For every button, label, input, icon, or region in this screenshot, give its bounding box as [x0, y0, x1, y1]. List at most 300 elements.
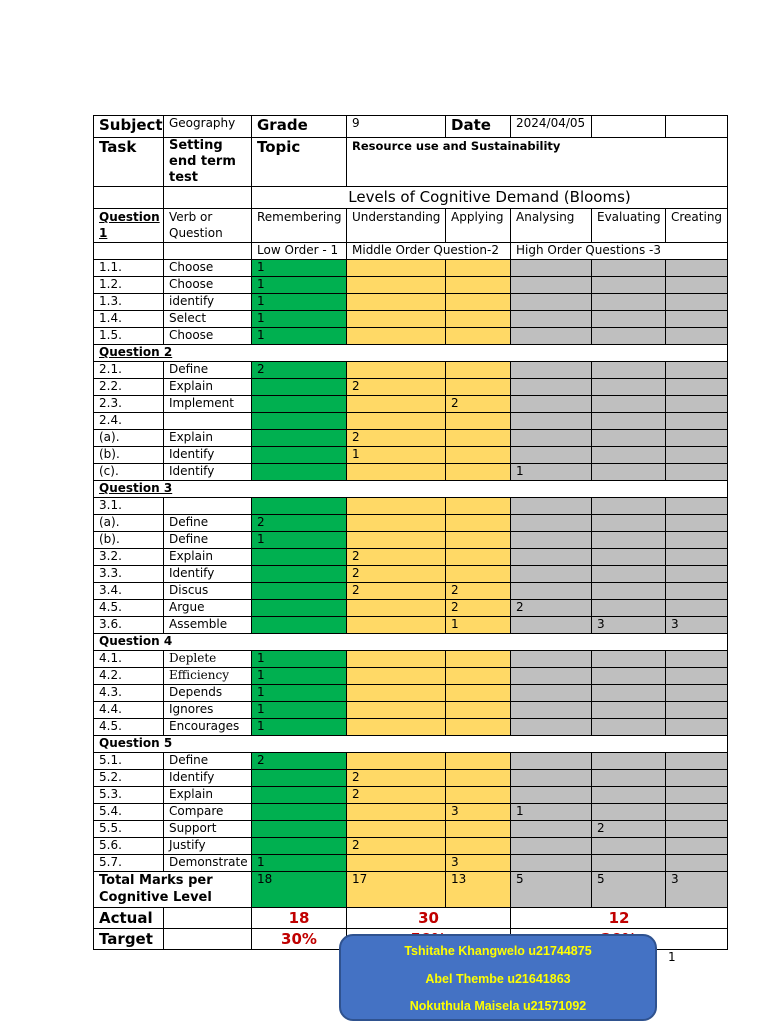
subject-value: Geography — [164, 116, 252, 138]
applying-cell — [446, 685, 511, 702]
understanding-cell — [347, 855, 446, 872]
analysing-cell: 1 — [511, 464, 592, 481]
table-row — [94, 532, 728, 549]
question-number: 2.1. — [94, 362, 164, 379]
table-row — [94, 498, 728, 515]
question-number: 4.2. — [94, 668, 164, 685]
evaluating-cell — [592, 311, 666, 328]
applying-cell: 3 — [446, 804, 511, 821]
table-row — [94, 583, 728, 600]
applying-cell — [446, 413, 511, 430]
section-row — [94, 736, 728, 753]
evaluating-cell — [592, 396, 666, 413]
remembering-cell: 2 — [252, 515, 347, 532]
col-question: Question 1 — [94, 209, 164, 243]
table-row — [94, 702, 728, 719]
evaluating-cell — [592, 685, 666, 702]
verb-cell: Compare — [164, 804, 252, 821]
understanding-cell — [347, 413, 446, 430]
verb-cell: identify — [164, 294, 252, 311]
blank-cell — [94, 187, 164, 209]
question-number: 3.1. — [94, 498, 164, 515]
analysing-cell — [511, 651, 592, 668]
remembering-cell — [252, 413, 347, 430]
verb-cell: Ignores — [164, 702, 252, 719]
analysing-cell — [511, 498, 592, 515]
blank-cell — [164, 929, 252, 950]
verb-cell: Identify — [164, 447, 252, 464]
analysing-cell — [511, 328, 592, 345]
evaluating-cell — [592, 566, 666, 583]
understanding-cell — [347, 277, 446, 294]
question-number: 4.3. — [94, 685, 164, 702]
verb-cell: Identify — [164, 770, 252, 787]
verb-cell: Efficiency — [164, 668, 252, 685]
question-number: 5.2. — [94, 770, 164, 787]
verb-cell: Explain — [164, 379, 252, 396]
understanding-cell — [347, 617, 446, 634]
evaluating-cell — [592, 583, 666, 600]
col-creating: Creating — [666, 209, 728, 243]
verb-cell: Depends — [164, 685, 252, 702]
analysing-cell — [511, 685, 592, 702]
applying-cell — [446, 277, 511, 294]
question-number: 2.4. — [94, 413, 164, 430]
question-number: 4.4. — [94, 702, 164, 719]
cognitive-demand-table — [93, 115, 728, 950]
table-row — [94, 855, 728, 872]
understanding-cell: 2 — [347, 583, 446, 600]
date-value: 2024/04/05 — [511, 116, 592, 138]
analysing-cell — [511, 532, 592, 549]
col-analysing: Analysing — [511, 209, 592, 243]
table-row — [94, 651, 728, 668]
question-number: 5.4. — [94, 804, 164, 821]
creating-cell — [666, 651, 728, 668]
applying-cell: 2 — [446, 396, 511, 413]
question-number: 2.2. — [94, 379, 164, 396]
understanding-cell — [347, 821, 446, 838]
table-row — [94, 719, 728, 736]
section-heading: Question 2 — [94, 345, 728, 362]
applying-cell — [446, 566, 511, 583]
evaluating-cell — [592, 413, 666, 430]
total-understanding: 17 — [347, 872, 446, 908]
creating-cell — [666, 396, 728, 413]
verb-cell: Explain — [164, 787, 252, 804]
creating-cell — [666, 379, 728, 396]
evaluating-cell — [592, 515, 666, 532]
applying-cell — [446, 515, 511, 532]
applying-cell — [446, 549, 511, 566]
creating-cell — [666, 260, 728, 277]
remembering-cell — [252, 617, 347, 634]
table-row — [94, 396, 728, 413]
evaluating-cell — [592, 753, 666, 770]
verb-cell: Choose — [164, 328, 252, 345]
evaluating-cell — [592, 838, 666, 855]
analysing-cell — [511, 702, 592, 719]
evaluating-cell — [592, 600, 666, 617]
total-evaluating: 5 — [592, 872, 666, 908]
understanding-cell: 2 — [347, 566, 446, 583]
totals-label: Total Marks per Cognitive Level — [94, 872, 252, 908]
order-middle: Middle Order Question-2 — [347, 243, 511, 260]
analysing-cell: 1 — [511, 804, 592, 821]
applying-cell — [446, 838, 511, 855]
table-row — [94, 770, 728, 787]
applying-cell — [446, 753, 511, 770]
question-number: 4.1. — [94, 651, 164, 668]
verb-cell: Deplete — [164, 651, 252, 668]
verb-cell: Assemble — [164, 617, 252, 634]
verb-cell: Define — [164, 515, 252, 532]
verb-cell: Identify — [164, 566, 252, 583]
blank-cell — [164, 908, 252, 929]
topic-label: Topic — [252, 138, 347, 187]
understanding-cell — [347, 294, 446, 311]
table-row — [94, 277, 728, 294]
creating-cell — [666, 600, 728, 617]
remembering-cell: 1 — [252, 328, 347, 345]
applying-cell — [446, 447, 511, 464]
understanding-cell: 2 — [347, 838, 446, 855]
section-row — [94, 634, 728, 651]
analysing-cell — [511, 549, 592, 566]
blank-cell — [164, 187, 252, 209]
evaluating-cell — [592, 855, 666, 872]
actual-label: Actual — [94, 908, 164, 929]
applying-cell — [446, 260, 511, 277]
table-row — [94, 549, 728, 566]
understanding-cell: 2 — [347, 770, 446, 787]
remembering-cell — [252, 464, 347, 481]
creating-cell — [666, 787, 728, 804]
section-heading: Question 5 — [94, 736, 728, 753]
creating-cell — [666, 277, 728, 294]
table-row — [94, 294, 728, 311]
question-number: 5.5. — [94, 821, 164, 838]
analysing-cell — [511, 515, 592, 532]
remembering-cell — [252, 549, 347, 566]
grade-value: 9 — [347, 116, 446, 138]
analysing-cell — [511, 566, 592, 583]
col-understanding: Understanding — [347, 209, 446, 243]
applying-cell — [446, 821, 511, 838]
applying-cell: 2 — [446, 600, 511, 617]
total-creating: 3 — [666, 872, 728, 908]
evaluating-cell: 3 — [592, 617, 666, 634]
col-remembering: Remembering — [252, 209, 347, 243]
analysing-cell — [511, 583, 592, 600]
evaluating-cell — [592, 447, 666, 464]
verb-cell — [164, 413, 252, 430]
applying-cell — [446, 311, 511, 328]
evaluating-cell — [592, 651, 666, 668]
question-number: 5.6. — [94, 838, 164, 855]
question-number: 3.4. — [94, 583, 164, 600]
creating-cell — [666, 498, 728, 515]
applying-cell — [446, 294, 511, 311]
analysing-cell — [511, 413, 592, 430]
verb-cell: Define — [164, 753, 252, 770]
author-name: Nokuthula Maisela u21571092 — [409, 999, 587, 1013]
section-heading: Question 4 — [94, 634, 728, 651]
question-number: (a). — [94, 430, 164, 447]
verb-cell: Identify — [164, 464, 252, 481]
evaluating-cell — [592, 362, 666, 379]
analysing-cell — [511, 396, 592, 413]
understanding-cell — [347, 685, 446, 702]
table-row — [94, 838, 728, 855]
analysing-cell — [511, 430, 592, 447]
order-high: High Order Questions -3 — [511, 243, 728, 260]
question-number: 1.4. — [94, 311, 164, 328]
verb-cell: Support — [164, 821, 252, 838]
creating-cell — [666, 753, 728, 770]
creating-cell — [666, 515, 728, 532]
remembering-cell — [252, 498, 347, 515]
table-title: Levels of Cognitive Demand (Blooms) — [252, 187, 728, 209]
evaluating-cell — [592, 294, 666, 311]
blank-cell — [592, 116, 666, 138]
verb-cell: Define — [164, 362, 252, 379]
blank-cell — [164, 243, 252, 260]
evaluating-cell — [592, 770, 666, 787]
remembering-cell — [252, 787, 347, 804]
author-name: Tshitahe Khangwelo u21744875 — [404, 944, 592, 958]
creating-cell — [666, 532, 728, 549]
creating-cell — [666, 719, 728, 736]
table-row — [94, 753, 728, 770]
remembering-cell — [252, 600, 347, 617]
task-value: Setting end term test — [164, 138, 252, 187]
remembering-cell — [252, 821, 347, 838]
remembering-cell: 1 — [252, 855, 347, 872]
question-number: 1.1. — [94, 260, 164, 277]
evaluating-cell: 2 — [592, 821, 666, 838]
applying-cell — [446, 532, 511, 549]
question-number: 5.1. — [94, 753, 164, 770]
understanding-cell: 2 — [347, 379, 446, 396]
question-number: 3.6. — [94, 617, 164, 634]
author-name: Abel Thembe u21641863 — [425, 972, 571, 986]
question-number: (a). — [94, 515, 164, 532]
grade-label: Grade — [252, 116, 347, 138]
creating-cell — [666, 328, 728, 345]
remembering-cell: 1 — [252, 277, 347, 294]
analysing-cell — [511, 821, 592, 838]
question-number: 5.7. — [94, 855, 164, 872]
understanding-cell — [347, 804, 446, 821]
analysing-cell — [511, 838, 592, 855]
understanding-cell — [347, 328, 446, 345]
verb-cell: Explain — [164, 549, 252, 566]
date-label: Date — [446, 116, 511, 138]
actual-middle: 30 — [347, 908, 511, 929]
applying-cell — [446, 651, 511, 668]
analysing-cell — [511, 719, 592, 736]
verb-cell: Encourages — [164, 719, 252, 736]
verb-cell: Choose — [164, 277, 252, 294]
applying-cell — [446, 787, 511, 804]
verb-cell: Define — [164, 532, 252, 549]
remembering-cell: 1 — [252, 260, 347, 277]
creating-cell — [666, 566, 728, 583]
table-row — [94, 362, 728, 379]
analysing-cell — [511, 294, 592, 311]
topic-value: Resource use and Sustainability — [347, 138, 728, 187]
evaluating-cell — [592, 532, 666, 549]
understanding-cell — [347, 668, 446, 685]
evaluating-cell — [592, 328, 666, 345]
applying-cell — [446, 668, 511, 685]
evaluating-cell — [592, 787, 666, 804]
total-applying: 13 — [446, 872, 511, 908]
understanding-cell — [347, 702, 446, 719]
table-row — [94, 821, 728, 838]
creating-cell — [666, 362, 728, 379]
page-number: 1 — [668, 950, 676, 964]
applying-cell — [446, 362, 511, 379]
understanding-cell — [347, 498, 446, 515]
understanding-cell — [347, 600, 446, 617]
total-analysing: 5 — [511, 872, 592, 908]
creating-cell — [666, 447, 728, 464]
creating-cell — [666, 583, 728, 600]
question-number: 2.3. — [94, 396, 164, 413]
question-number: 3.2. — [94, 549, 164, 566]
verb-cell: Explain — [164, 430, 252, 447]
understanding-cell: 2 — [347, 549, 446, 566]
understanding-cell — [347, 532, 446, 549]
table-row — [94, 787, 728, 804]
question-number: 3.3. — [94, 566, 164, 583]
remembering-cell: 2 — [252, 362, 347, 379]
remembering-cell: 1 — [252, 685, 347, 702]
analysing-cell — [511, 260, 592, 277]
understanding-cell — [347, 464, 446, 481]
creating-cell — [666, 838, 728, 855]
col-applying: Applying — [446, 209, 511, 243]
table-row — [94, 430, 728, 447]
question-number: 1.3. — [94, 294, 164, 311]
creating-cell — [666, 770, 728, 787]
creating-cell — [666, 430, 728, 447]
remembering-cell — [252, 804, 347, 821]
question-number: 1.5. — [94, 328, 164, 345]
table-row — [94, 668, 728, 685]
understanding-cell — [347, 260, 446, 277]
creating-cell — [666, 702, 728, 719]
remembering-cell — [252, 447, 347, 464]
applying-cell: 2 — [446, 583, 511, 600]
table-row — [94, 600, 728, 617]
verb-cell: Argue — [164, 600, 252, 617]
creating-cell — [666, 668, 728, 685]
analysing-cell — [511, 617, 592, 634]
analysing-cell — [511, 447, 592, 464]
analysing-cell — [511, 770, 592, 787]
verb-cell: Demonstrate — [164, 855, 252, 872]
understanding-cell — [347, 651, 446, 668]
table-row — [94, 311, 728, 328]
section-row — [94, 345, 728, 362]
evaluating-cell — [592, 430, 666, 447]
evaluating-cell — [592, 260, 666, 277]
section-heading: Question 3 — [94, 481, 728, 498]
analysing-cell — [511, 362, 592, 379]
question-number: (c). — [94, 464, 164, 481]
col-evaluating: Evaluating — [592, 209, 666, 243]
table-row — [94, 515, 728, 532]
remembering-cell: 1 — [252, 668, 347, 685]
understanding-cell — [347, 311, 446, 328]
applying-cell — [446, 464, 511, 481]
verb-cell: Implement — [164, 396, 252, 413]
table-row — [94, 260, 728, 277]
question-number: (b). — [94, 532, 164, 549]
remembering-cell: 1 — [252, 294, 347, 311]
table-row — [94, 685, 728, 702]
question-number: (b). — [94, 447, 164, 464]
analysing-cell — [511, 277, 592, 294]
understanding-cell — [347, 719, 446, 736]
creating-cell — [666, 855, 728, 872]
verb-cell: Choose — [164, 260, 252, 277]
analysing-cell: 2 — [511, 600, 592, 617]
applying-cell — [446, 379, 511, 396]
remembering-cell — [252, 838, 347, 855]
verb-cell: Select — [164, 311, 252, 328]
table-row — [94, 617, 728, 634]
target-low: 30% — [252, 929, 347, 950]
table-row — [94, 328, 728, 345]
applying-cell — [446, 719, 511, 736]
remembering-cell: 1 — [252, 651, 347, 668]
target-label: Target — [94, 929, 164, 950]
evaluating-cell — [592, 464, 666, 481]
remembering-cell — [252, 770, 347, 787]
evaluating-cell — [592, 549, 666, 566]
col-verb: Verb or Question — [164, 209, 252, 243]
question-number: 4.5. — [94, 600, 164, 617]
remembering-cell: 2 — [252, 753, 347, 770]
understanding-cell: 2 — [347, 430, 446, 447]
analysing-cell — [511, 668, 592, 685]
understanding-cell — [347, 515, 446, 532]
remembering-cell: 1 — [252, 532, 347, 549]
evaluating-cell — [592, 668, 666, 685]
analysing-cell — [511, 787, 592, 804]
question-number: 4.5. — [94, 719, 164, 736]
analysing-cell — [511, 855, 592, 872]
understanding-cell: 2 — [347, 787, 446, 804]
applying-cell: 1 — [446, 617, 511, 634]
evaluating-cell — [592, 804, 666, 821]
table-row — [94, 413, 728, 430]
creating-cell — [666, 821, 728, 838]
table-row — [94, 566, 728, 583]
section-row — [94, 481, 728, 498]
applying-cell — [446, 702, 511, 719]
order-low: Low Order - 1 — [252, 243, 347, 260]
evaluating-cell — [592, 719, 666, 736]
question-number: 1.2. — [94, 277, 164, 294]
evaluating-cell — [592, 702, 666, 719]
analysing-cell — [511, 379, 592, 396]
creating-cell — [666, 294, 728, 311]
